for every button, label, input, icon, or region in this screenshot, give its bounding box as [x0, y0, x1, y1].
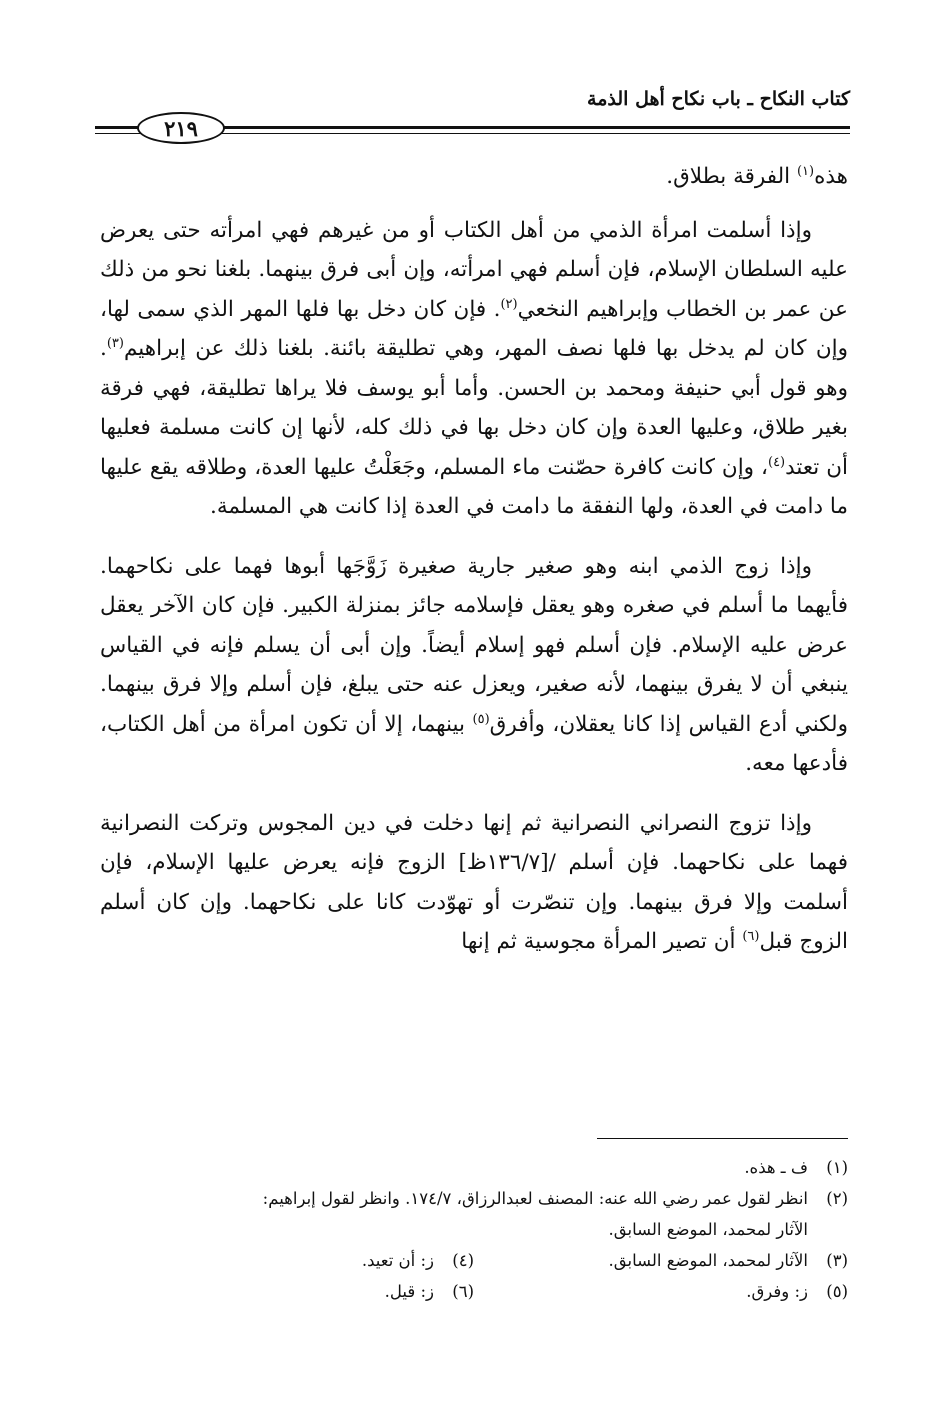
paragraph	[100, 547, 848, 784]
text-run: بينهما، إلا أن تكون امرأة من أهل الكتاب، فأدعها معه.	[100, 711, 848, 776]
paragraph	[100, 804, 848, 962]
footnote-marker: (٢)	[500, 296, 518, 312]
footnote-text: انظر لقول عمر رضي الله عنه: المصنف لعبدالرزاق، ١٧٤/٧. وانظر لقول إبراهيم:	[262, 1189, 808, 1208]
paragraph	[100, 211, 848, 527]
footnote-marker: (١)	[796, 163, 815, 179]
footnote-number: (٣)	[826, 1251, 848, 1270]
footnote-pair	[100, 1276, 848, 1307]
footnote-number: (٢)	[826, 1189, 848, 1208]
text-run: وإذا أسلمت امرأة الذمي من أهل الكتاب أو من غيرهم فهي امرأته حتى يعرض عليه السلطان الإسلام، فإن أسلم فهي امرأته، وإن أبى فرق بينهما. بلغنا نحو من ذلك عن عمر بن الخطاب وإبراهيم النخعي	[100, 217, 848, 322]
footnote-text: ف ـ هذه.	[744, 1158, 808, 1177]
footnote-text: ز: وفرق.	[746, 1282, 808, 1301]
footnote-text: ز: قيل.	[384, 1282, 434, 1301]
page-number-badge	[137, 112, 225, 144]
footnote-6	[100, 1276, 474, 1307]
footnote-separator	[597, 1138, 848, 1139]
footnote-number: (٦)	[452, 1282, 474, 1301]
text-run: . وهو قول أبي حنيفة ومحمد بن الحسن. وأما أبو يوسف فلا يراها تطليقة، فهي فرقة بغير طلاق، وعليها العدة وإن كان دخل بها في ذلك كله، لأنها إن كانت مسلمة فعليها أن تعتد	[100, 336, 848, 480]
footnote-3	[474, 1245, 848, 1276]
footnote-marker: (٦)	[742, 928, 760, 944]
text-run: ، وإن كانت كافرة حصّنت ماء المسلم، وجَعَلْتُ عليها العدة، وطلاقه يقع عليها ما دامت في العدة، ولها النفقة ما دامت في العدة إذا كانت هي المسلمة.	[100, 454, 848, 519]
running-header	[95, 82, 850, 142]
footnote-pair	[100, 1245, 848, 1276]
text-run: أن تصير المرأة مجوسية ثم إنها	[461, 929, 743, 954]
running-title: كتاب النكاح ـ باب نكاح أهل الذمة	[587, 88, 850, 110]
paragraph	[100, 157, 848, 197]
text-run: وإذا زوج الذمي ابنه وهو صغير جارية صغيرة زَوَّجَها أبوها فهما على نكاحهما. فأيهما ما أسلم في صغره وهو يعقل فإسلامه جائز بمنزلة الكبير. فإن كان الآخر يعقل عرض عليه الإسلام. فإن أسلم فهو إسلام أيضاً. وإن أبى أن يسلم فإنه في القياس ينبغي أن لا يفرق بينهما، لأنه صغير، ويعزل عنه حتى يبلغ، فإن أسلم وإلا فرق بينهما. ولكني أدع القياس إذا كانا يعقلان، وأفرق	[100, 553, 848, 737]
footnote-2	[100, 1183, 848, 1214]
footnote-marker: (٣)	[106, 335, 124, 351]
text-run: وإذا تزوج النصراني النصرانية ثم إنها دخلت في دين المجوس وتركت النصرانية فهما على نكاحهما. فإن أسلم /[١٣٦/٧ظ] الزوج فإنه يعرض عليها الإسلام، فإن أسلمت وإلا فرق بينهما. وإن تنصّرت أو تهوّدت كانا على نكاحهما. وإن كان أسلم الزوج قبل	[100, 810, 848, 954]
footnote-marker: (٤)	[767, 454, 786, 470]
footnote-number: (٤)	[452, 1251, 474, 1270]
footnote-5	[474, 1276, 848, 1307]
footnote-1	[100, 1152, 848, 1183]
footnote-2-continuation: الآثار لمحمد، الموضع السابق.	[608, 1220, 808, 1239]
footnote-text: الآثار لمحمد، الموضع السابق.	[608, 1251, 808, 1270]
footnote-number: (٥)	[826, 1282, 848, 1301]
footnote-text: ز: أن تعيد.	[361, 1251, 434, 1270]
footnote-number: (١)	[826, 1158, 848, 1177]
text-run: هذه	[814, 164, 848, 189]
footnote-marker: (٥)	[472, 711, 490, 727]
footnote-4	[100, 1245, 474, 1276]
page-number: ٢١٩	[164, 115, 198, 141]
footnotes	[100, 1152, 848, 1307]
body-text	[100, 157, 848, 982]
text-run: . فإن كان دخل بها فلها المهر الذي سمى لها، وإن كان لم يدخل بها فلها نصف المهر، وهي تطليقة بائنة. بلغنا ذلك عن إبراهيم	[100, 296, 848, 361]
text-run: الفرقة بطلاق.	[666, 164, 797, 189]
